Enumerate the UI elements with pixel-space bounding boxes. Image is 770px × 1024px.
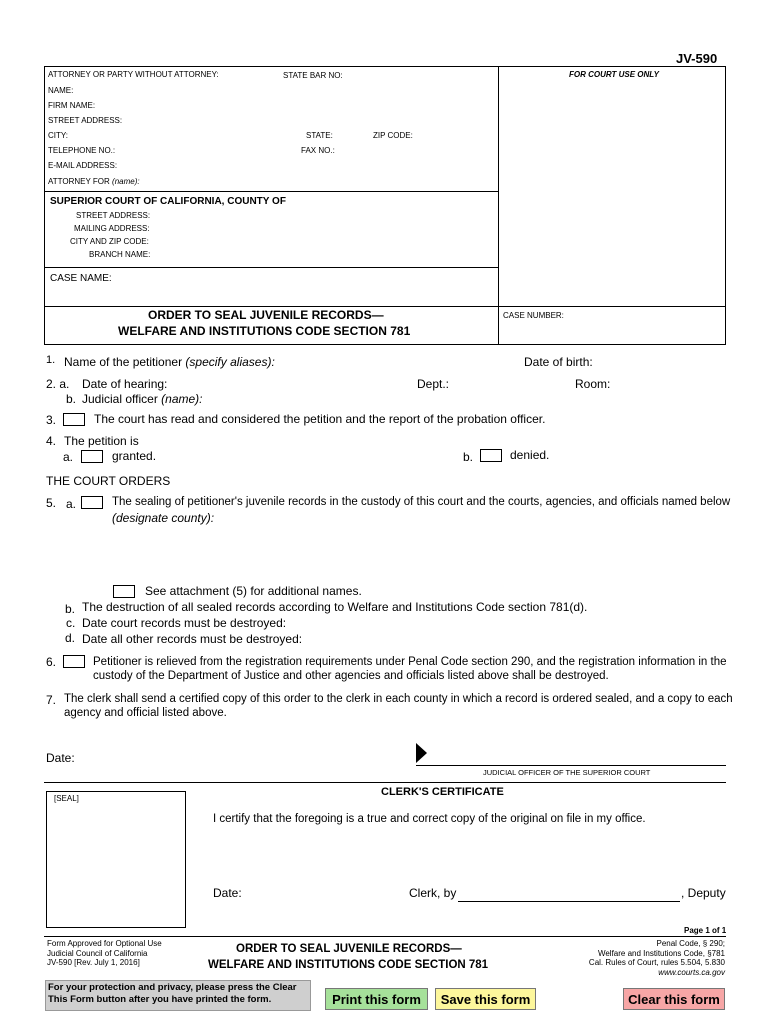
header-divider [498, 66, 499, 345]
item4b-denied-label: denied. [510, 448, 550, 462]
attorney-label: ATTORNEY OR PARTY WITHOUT ATTORNEY: [48, 70, 219, 79]
item5b-text: The destruction of all sealed records according to Welfare and Institutions Code section 781(d). [82, 600, 588, 614]
item1-number: 1. [46, 354, 56, 366]
clerk-certify-text: I certify that the foregoing is a true and correct copy of the original on file in my office. [213, 813, 646, 825]
name-label[interactable]: NAME: [48, 86, 74, 95]
street-address-label[interactable]: STREET ADDRESS: [48, 116, 123, 125]
attorney-for-label[interactable]: ATTORNEY FOR (name): [48, 177, 140, 186]
court-use-label: FOR COURT USE ONLY [569, 70, 659, 79]
footer-ref-line1: Penal Code, § 290; [656, 939, 725, 948]
item2a-dept[interactable]: Dept.: [417, 377, 450, 391]
case-number-label[interactable]: CASE NUMBER: [503, 311, 564, 320]
item7-text-line1: The clerk shall send a certified copy of this order to the clerk in each county in which a record is ordered sealed, and a copy to each [64, 693, 733, 705]
title-divider [44, 306, 726, 307]
item4-text: The petition is [64, 434, 139, 448]
deputy-label: , Deputy [681, 886, 726, 900]
state-label[interactable]: STATE: [306, 131, 333, 140]
item5c-text[interactable]: Date court records must be destroyed: [82, 616, 287, 630]
item5c-letter: c. [66, 616, 76, 630]
email-label[interactable]: E-MAIL ADDRESS: [48, 161, 118, 170]
item3-number: 3. [46, 413, 57, 427]
fax-label[interactable]: FAX NO.: [301, 146, 335, 155]
case-name-divider [44, 267, 498, 268]
item2b-letter: b. [66, 392, 77, 406]
privacy-notice: For your protection and privacy, please press the Clear This Form button after you have printed the form. [45, 980, 311, 1011]
item6-text-line2: custody of the Department of Justice and other agencies and officials listed above shall be destroyed. [93, 670, 609, 682]
footer-approved-line3: JV-590 [Rev. July 1, 2016] [47, 958, 140, 967]
item2b-judicial-officer[interactable]: Judicial officer (name): [82, 392, 203, 406]
page-number: Page 1 of 1 [684, 926, 727, 935]
item2-number: 2. a. [46, 377, 70, 391]
court-street-label[interactable]: STREET ADDRESS: [76, 211, 151, 220]
clear-form-button[interactable]: Clear this form [623, 988, 725, 1010]
print-form-button[interactable]: Print this form [325, 988, 428, 1010]
court-orders-heading: THE COURT ORDERS [46, 474, 171, 488]
item5a-checkbox[interactable] [81, 496, 103, 509]
court-branch-label[interactable]: BRANCH NAME: [89, 250, 151, 259]
court-divider [44, 191, 498, 192]
item5-number: 5. [46, 496, 57, 510]
footer-approved-line1: Form Approved for Optional Use [47, 939, 162, 948]
item4a-granted-checkbox[interactable] [81, 450, 103, 463]
item2a-hearing-date[interactable]: Date of hearing: [82, 377, 168, 391]
court-title: SUPERIOR COURT OF CALIFORNIA, COUNTY OF [50, 196, 286, 207]
item5b-letter: b. [65, 602, 76, 616]
state-bar-label: STATE BAR NO: [283, 71, 343, 80]
form-title-line2: WELFARE AND INSTITUTIONS CODE SECTION 781 [118, 324, 411, 338]
clerk-top-rule [44, 782, 726, 783]
clerk-date-label[interactable]: Date: [213, 886, 242, 900]
court-city-zip-label[interactable]: CITY AND ZIP CODE: [70, 237, 149, 246]
item7-text-line2: agency and official listed above. [64, 707, 227, 719]
clerk-signature-line[interactable] [458, 901, 680, 902]
item1-petitioner-name[interactable]: Name of the petitioner (specify aliases): [64, 355, 275, 369]
item5a-text: The sealing of petitioner's juvenile records in the custody of this court and the courts, agencies, and officials named below [112, 496, 731, 508]
judicial-officer-caption: JUDICIAL OFFICER OF THE SUPERIOR COURT [483, 768, 651, 777]
telephone-label[interactable]: TELEPHONE NO.: [48, 146, 116, 155]
item5a-letter: a. [66, 497, 77, 511]
seal-box [46, 791, 186, 928]
item3-checkbox[interactable] [63, 413, 85, 426]
item5-attachment-checkbox[interactable] [113, 585, 135, 598]
item5a-designate-county[interactable]: (designate county): [112, 511, 215, 525]
clerk-certificate-heading: CLERK'S CERTIFICATE [381, 786, 504, 798]
city-label[interactable]: CITY: [48, 131, 69, 140]
item7-number: 7. [46, 693, 57, 707]
item5-attachment-label: See attachment (5) for additional names. [145, 584, 362, 598]
item4b-letter: b. [463, 450, 474, 464]
item1-date-of-birth[interactable]: Date of birth: [524, 355, 593, 369]
signature-line[interactable] [416, 765, 726, 766]
form-title-line1: ORDER TO SEAL JUVENILE RECORDS— [148, 308, 384, 322]
item4b-denied-checkbox[interactable] [480, 449, 502, 462]
form-id: JV-590 [676, 51, 718, 66]
signature-arrow-icon [416, 743, 428, 763]
footer-title-line1: ORDER TO SEAL JUVENILE RECORDS— [236, 943, 462, 955]
footer-title-line2: WELFARE AND INSTITUTIONS CODE SECTION 781 [208, 959, 489, 971]
item5d-letter: d. [65, 631, 76, 645]
footer-ref-website: www.courts.ca.gov [658, 968, 725, 977]
item2a-room[interactable]: Room: [575, 377, 611, 391]
zip-label[interactable]: ZIP CODE: [373, 131, 413, 140]
footer-ref-line2: Welfare and Institutions Code, §781 [597, 949, 725, 958]
firm-name-label[interactable]: FIRM NAME: [48, 101, 96, 110]
item6-checkbox[interactable] [63, 655, 85, 668]
seal-label: [SEAL] [54, 794, 79, 803]
item4-number: 4. [46, 434, 57, 448]
item5d-text[interactable]: Date all other records must be destroyed: [82, 632, 303, 646]
clerk-by-label: Clerk, by [409, 886, 457, 900]
item4a-letter: a. [63, 450, 74, 464]
item3-text: The court has read and considered the petition and the report of the probation officer. [94, 412, 546, 426]
signature-date-label[interactable]: Date: [46, 751, 75, 765]
item6-number: 6. [46, 655, 57, 669]
footer-rule [44, 936, 726, 937]
case-name-label[interactable]: CASE NAME: [50, 273, 112, 284]
item4a-granted-label: granted. [112, 449, 157, 463]
footer-ref-line3: Cal. Rules of Court, rules 5.504, 5.830 [588, 958, 725, 967]
court-mailing-label[interactable]: MAILING ADDRESS: [74, 224, 150, 233]
save-form-button[interactable]: Save this form [435, 988, 536, 1010]
item6-text-line1: Petitioner is relieved from the registration requirements under Penal Code section 290, and the registration information in the [93, 656, 727, 668]
footer-approved-line2: Judicial Council of California [47, 949, 148, 958]
